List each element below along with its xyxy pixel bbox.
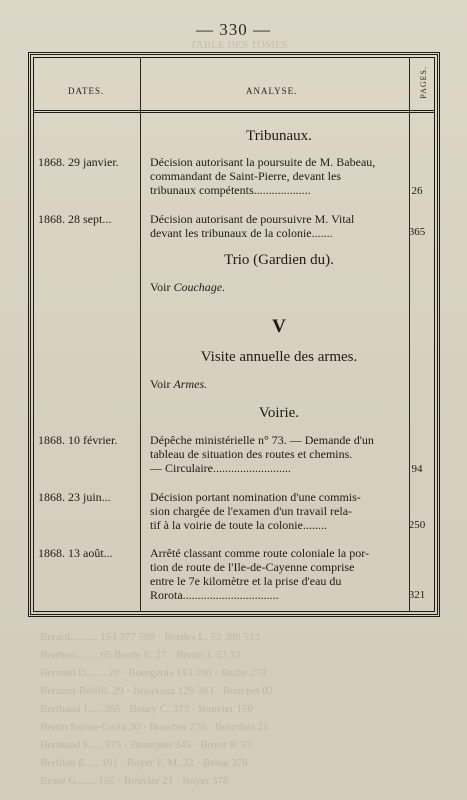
entry-line: Dépêche ministérielle n° 73. — Demande d'un — [150, 433, 374, 447]
entry-date: 1868. 29 janvier. — [38, 155, 119, 169]
entry-line: Décision autorisant de poursuivre M. Vital — [150, 212, 355, 226]
entry-text — [150, 212, 412, 240]
bleed-through-text: Besse G....... 155 · Bouvier 21 · Boyer 378 — [40, 775, 229, 787]
entry-line: Rorota................................ — [150, 588, 279, 602]
bleed-through-text: Berthaud F..... 379 · Bousquet 345 · Boyer P. 53 — [40, 739, 252, 751]
entry-line: Décision autorisant la poursuite de M. Babeau, — [150, 155, 376, 169]
entry-text — [150, 546, 412, 602]
see-also-prefix: Voir — [150, 280, 171, 294]
entry-text — [150, 433, 412, 475]
entry-page: 250 — [408, 519, 426, 531]
entry-line: tribunaux compétents................... — [150, 183, 311, 197]
entry-line: devant les tribunaux de la colonie....... — [150, 226, 333, 240]
entry-page: 321 — [408, 589, 426, 601]
entry-date: 1868. 28 sept... — [38, 212, 112, 226]
bleed-through-text: TABLE DES TOMES — [190, 39, 288, 51]
page-number: — 330 — — [196, 20, 271, 39]
table-inner-border — [33, 57, 435, 612]
entry-line: Décision portant nomination d'une commis- — [150, 490, 361, 504]
entry-date: 1868. 10 février. — [38, 433, 118, 447]
section-title-trio: Trio (Gardien du). — [224, 252, 334, 268]
entry-page: 94 — [411, 463, 423, 475]
bleed-through-text: Berthaud J..... 365 · Boury C. 373 · Bouvier 150 — [40, 703, 253, 715]
bleed-through-text: Berthon........ 65 Borde E. 27 · Bertin J. 53 73 — [40, 649, 241, 661]
bleed-through-text: Bernard-Bellfil. 29 · Boursaux 129 303 · Bouchet 82 — [40, 685, 274, 697]
entry-date: 1868. 13 août... — [38, 546, 113, 560]
bleed-through-text: Bernard D....... 29 · Bourgeois 133 190 · Barbe 278 — [40, 667, 267, 679]
bleed-through-text: Bertilde E..... 191 · Boyer F. M. 32 · Bessé 378 — [40, 757, 248, 769]
see-also-reference — [150, 280, 225, 295]
entry-line: tif à la voirie de toute la colonie........ — [150, 518, 327, 532]
header-pages: PAGES. — [419, 66, 428, 99]
entry-page: 365 — [408, 226, 426, 238]
letter-heading: V — [272, 316, 286, 337]
section-title-voirie: Voirie. — [258, 405, 300, 421]
entry-line: — Circulaire.......................... — [150, 461, 291, 475]
entry-line: tion de route de l'Ile-de-Cayenne comprise — [150, 560, 355, 574]
bleed-through-text: Bertin Sainte-Croix 30 · Boucher 270 · Bourdais 21 — [40, 721, 269, 733]
entry-line: tableau de situation des routes et chemins. — [150, 447, 353, 461]
entry-line: sion chargée de l'examen d'un travail rela- — [150, 504, 353, 518]
header-dates: DATES. — [68, 86, 105, 96]
header-analyse: ANALYSE. — [246, 86, 298, 96]
index-table — [28, 52, 440, 617]
entry-text — [150, 490, 412, 532]
see-also-reference — [150, 377, 207, 392]
bleed-through-text: Berard.......... 154 377 589 · Bordes L. 52 380 512 — [40, 631, 260, 643]
entry-date: 1868. 23 juin... — [38, 490, 111, 504]
entry-line: commandant de Saint-Pierre, devant les — [150, 169, 341, 183]
header-rule — [34, 110, 434, 113]
column-divider-dates — [140, 58, 141, 611]
see-also-target: Couchage. — [173, 280, 226, 294]
entry-text — [150, 155, 412, 197]
section-title-visite: Visite annuelle des armes. — [200, 349, 358, 365]
see-also-prefix: Voir — [150, 377, 171, 391]
entry-page: 26 — [411, 185, 423, 197]
see-also-target: Armes. — [173, 377, 208, 391]
section-title-tribunaux: Tribunaux. — [246, 128, 312, 144]
entry-line: entre le 7e kilomètre et la prise d'eau du — [150, 574, 342, 588]
entry-line: Arrêté classant comme route coloniale la por- — [150, 546, 369, 560]
